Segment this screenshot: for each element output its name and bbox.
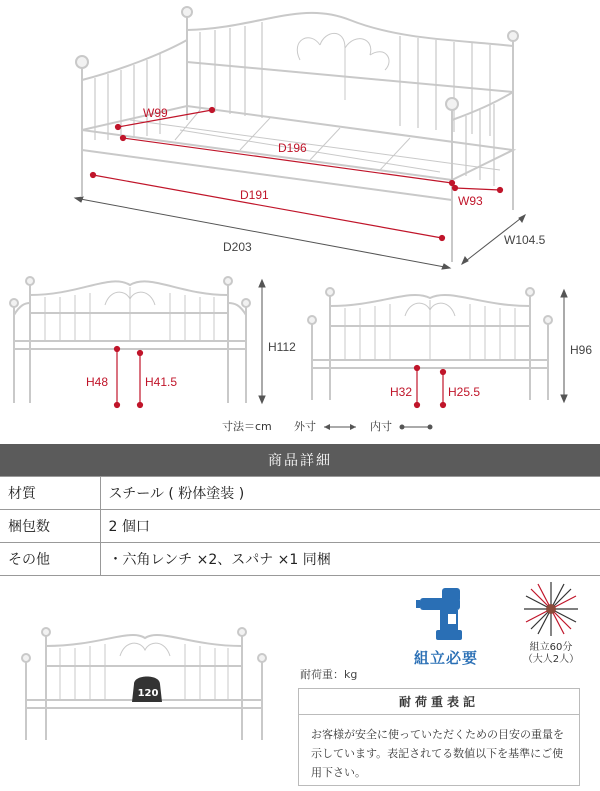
power-drill-icon	[412, 584, 474, 642]
table-row	[0, 543, 600, 576]
spec-label: 材質	[0, 477, 100, 510]
spec-value: ・六角レンチ ×2、スパナ ×1 同梱	[100, 543, 600, 576]
load-notice-text: お客様が安全に使っていただくための目安の重量を示しています。表記されてる数値以下を基準にご使用下さい。	[311, 728, 564, 779]
spec-label: 梱包数	[0, 510, 100, 543]
assembly-required-label: 組立必要	[414, 649, 479, 667]
load-bed-illustration	[0, 622, 290, 747]
clock-burst-icon	[522, 580, 580, 638]
dim-h48-label: H48	[86, 375, 109, 389]
load-notice-box	[298, 688, 580, 786]
dim-h32-label: H32	[390, 385, 413, 399]
spec-label: その他	[0, 543, 100, 576]
inner-dim-dot-line-icon	[398, 422, 434, 432]
table-row	[0, 477, 600, 510]
dim-w99-label: W99	[143, 106, 168, 120]
dim-h96-label: H96	[570, 343, 593, 357]
dim-h41-5-label: H41.5	[145, 375, 178, 389]
inner-dim-legend: 内寸	[370, 420, 392, 433]
table-row	[0, 510, 600, 543]
unit-legend: 寸法＝cm	[222, 420, 272, 433]
assembly-people-label: （大人2人）	[522, 654, 580, 665]
dim-w93-label: W93	[458, 194, 483, 208]
assembly-time-label: 組立60分	[529, 642, 573, 653]
spec-value: 2 個口	[100, 510, 600, 543]
dim-d191-label: D191	[240, 188, 269, 202]
spec-section-title: 商品詳細	[0, 444, 600, 476]
outer-dim-arrow-icon	[322, 422, 358, 432]
dim-w104-5-label: W104.5	[504, 233, 546, 247]
dim-h112-label: H112	[268, 340, 296, 354]
side-view-left-illustration	[0, 275, 300, 415]
outer-dim-legend: 外寸	[294, 420, 316, 433]
dim-d203-label: D203	[223, 240, 252, 254]
load-value-label: 120	[137, 688, 159, 699]
spec-value: スチール ( 粉体塗装 )	[100, 477, 600, 510]
dim-d196-label: D196	[278, 141, 307, 155]
load-notice-title: 耐荷重表記	[299, 689, 579, 715]
dim-h25-5-label: H25.5	[448, 385, 481, 399]
spec-table	[0, 476, 600, 576]
load-unit-caption: 耐荷重：kg	[300, 668, 358, 681]
